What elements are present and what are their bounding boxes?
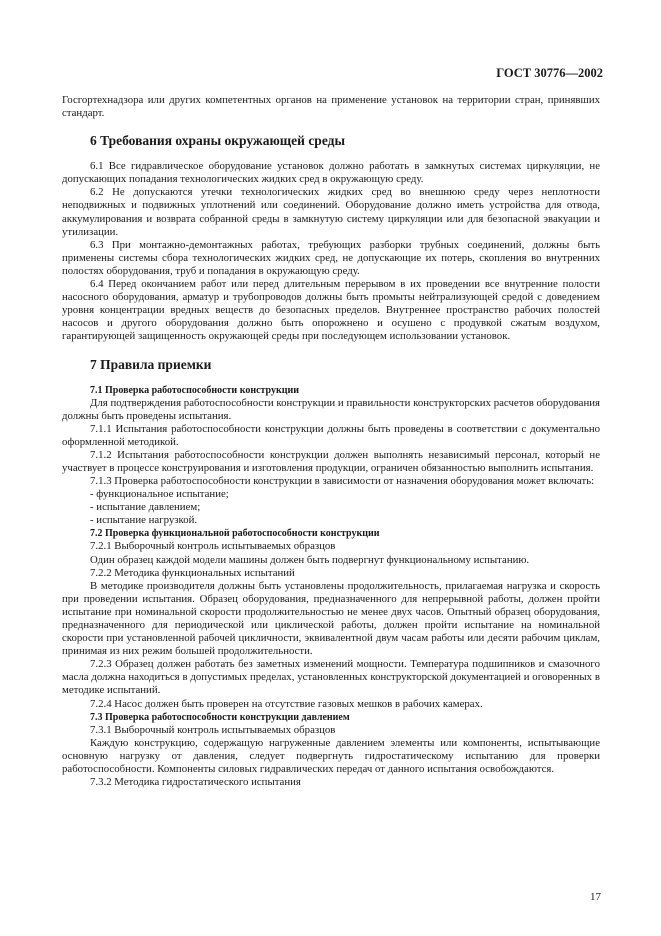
section-6-heading: 6 Требования охраны окружающей среды <box>90 133 346 149</box>
subsection-7-1-heading: 7.1 Проверка работоспособности конструкции <box>90 384 300 396</box>
document-body <box>62 94 600 789</box>
paragraph-7-1: Для подтверждения работоспособности конструкции и правильности конструкторских расчетов оборудования должны быть проведены испытания. <box>62 396 600 422</box>
paragraph-7-3-2: 7.3.2 Методика гидростатического испытания <box>90 776 301 789</box>
page-number: 17 <box>590 891 601 903</box>
paragraph-6-3: 6.3 При монтажно-демонтажных работах, требующих разборки трубных соединений, должны быть применены системы сбора технологических жидких сред, не допускающие их потерь, скопления во внутренних полостях оборудования, труб и попадания в окружающую среду. <box>62 238 600 277</box>
paragraph-6-4: 6.4 Перед окончанием работ или перед длительным перерывом в их проведении все внутренние полости насосного оборудования, арматур и трубопроводов должны быть промыты нейтрализующей средой с доведением уровня концентрации вредных веществ до безопасных пределов. Внутреннее пространство рабочих полостей насосов и другого оборудования должно быть опорожнено и осушено с продувкой сжатым воздухом, гарантирующей защищенность окружающей среды при последующем использовании установок. <box>62 278 600 343</box>
paragraph-7-2-2: 7.2.2 Методика функциональных испытаний <box>90 566 295 579</box>
subsection-7-3-heading: 7.3 Проверка работоспособности конструкции давлением <box>90 711 350 723</box>
document-code-header: ГОСТ 30776—2002 <box>496 66 603 80</box>
list-item: - испытание нагрузкой. <box>90 514 198 527</box>
list-item: - испытание давлением; <box>90 501 201 514</box>
subsection-7-2-heading: 7.2 Проверка функциональной работоспособности конструкции <box>90 528 380 540</box>
paragraph-7-1-2: 7.1.2 Испытания работоспособности конструкции должен выполнять независимый персонал, который не участвует в процессе конструирования и изготовления продукции, ограничен обязанностью выполнить испытания. <box>62 448 600 474</box>
paragraph-6-2: 6.2 Не допускаются утечки технологических жидких сред во внешнюю среду через неплотности неподвижных и подвижных уплотнений или соединений. Оборудование должно иметь устройства для отвода, аккумулирования и возврата собранной среды в замкнутую систему циркуляции или для безопасной эвакуации и утилизации. <box>62 186 600 238</box>
intro-paragraph: Госгортехнадзора или других компетентных органов на применение установок на территории стран, принявших стандарт. <box>62 94 600 120</box>
paragraph-7-3-1: 7.3.1 Выборочный контроль испытываемых образцов <box>90 723 336 736</box>
paragraph-7-2-3: 7.2.3 Образец должен работать без заметных изменений мощности. Температура подшипников и смазочного масла должна находиться в допустимых пределах, установленных конструкторской документацией и оговоренных в методике испытаний. <box>62 658 600 697</box>
paragraph-7-2-4: 7.2.4 Насос должен быть проверен на отсутствие газовых мешков в рабочих камерах. <box>90 697 483 710</box>
paragraph-7-2-2-text: В методике производителя должны быть установлены продолжительность, прилагаемая нагрузка и скорость при проведении испытания. Образец оборудования, предназначенного для непрерывной работы, должен пройти испытание при номинальной скорости продолжительностью не менее двух часов. Опытный образец оборудования, предназначенного для периодической или циклической работы, должен пройти испытание на номинальной скорости при установленной рабочей цикличности, эквивалентной двум часам работы или десяти рабочим циклам, принимая из них режим большей продолжительности. <box>62 579 600 658</box>
paragraph-7-1-3: 7.1.3 Проверка работоспособности конструкции в зависимости от назначения оборудования может включать: <box>90 475 595 488</box>
list-item: - функциональное испытание; <box>90 488 229 501</box>
paragraph-7-2-1-text: Один образец каждой модели машины должен быть подвергнут функциональному испытанию. <box>90 553 530 566</box>
paragraph-7-3-1-text: Каждую конструкцию, содержащую нагруженные давлением элементы или компоненты, испытывающие основную нагрузку от давления, следует подвергнуть гидростатическому испытанию для проверки работоспособности. Компоненты силовых гидравлических передач от данного испытания освобождаются. <box>62 736 600 775</box>
paragraph-7-2-1: 7.2.1 Выборочный контроль испытываемых образцов <box>90 540 336 553</box>
section-7-heading: 7 Правила приемки <box>90 356 212 372</box>
paragraph-7-1-1: 7.1.1 Испытания работоспособности конструкции должны быть проведены в соответствии с документально оформленной методикой. <box>62 422 600 448</box>
paragraph-6-1: 6.1 Все гидравлическое оборудование установок должно работать в замкнутых системах циркуляции, не допускающих попадания технологических жидких сред в окружающую среду. <box>62 160 600 186</box>
